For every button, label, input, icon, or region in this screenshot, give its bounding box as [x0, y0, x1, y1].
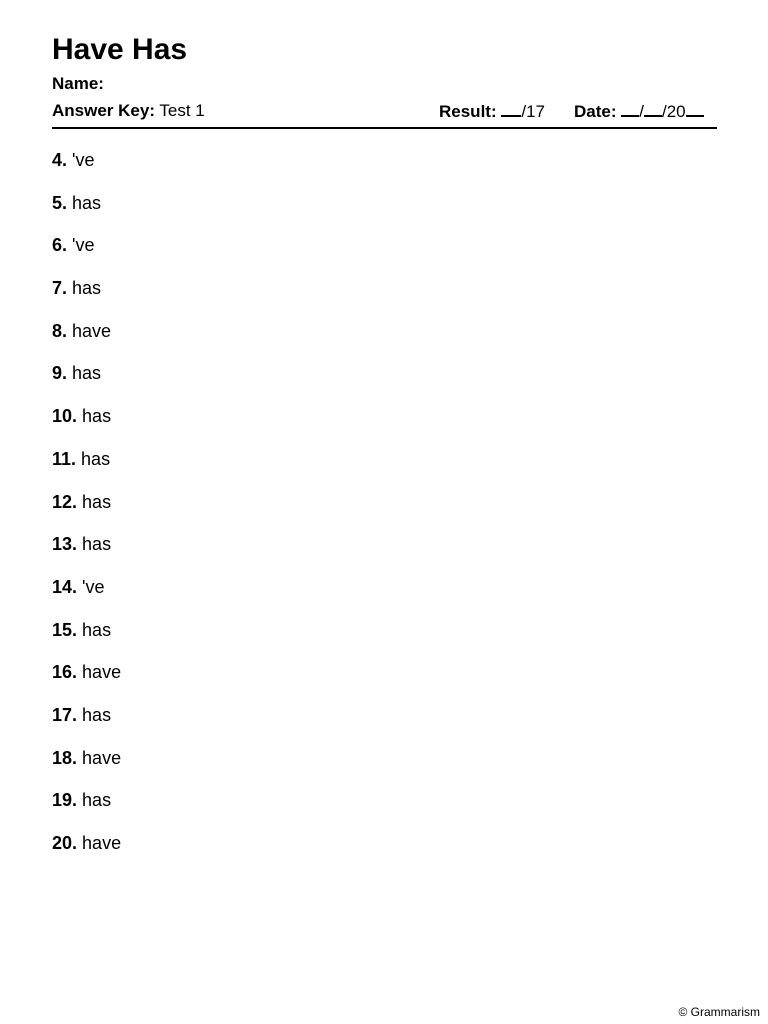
page-title: Have Has	[52, 33, 188, 66]
answer-text: have	[82, 747, 122, 768]
answer-number: 16.	[52, 662, 78, 683]
answer-text: has	[82, 790, 112, 811]
answer-key-label: Answer Key:	[52, 101, 155, 120]
answer-text: has	[81, 448, 111, 469]
answer-key-row	[52, 100, 205, 122]
date-year-prefix: /20	[661, 102, 686, 121]
answer-text: has	[82, 491, 112, 512]
answer-item	[52, 191, 121, 234]
answer-item	[52, 831, 121, 874]
answer-item	[52, 447, 121, 490]
answer-text: 've	[82, 576, 105, 597]
answer-number: 7.	[52, 278, 68, 299]
answer-item	[52, 404, 121, 447]
date-label: Date:	[574, 102, 617, 121]
test-name: Test 1	[159, 101, 205, 120]
answer-text: have	[72, 320, 112, 341]
header-divider	[52, 127, 717, 129]
answer-item	[52, 746, 121, 789]
answer-text: have	[82, 662, 122, 683]
answer-number: 4.	[52, 150, 68, 170]
answer-number: 14.	[52, 576, 78, 597]
answer-item	[52, 618, 121, 661]
answer-text: have	[82, 833, 122, 853]
date-month-blank	[644, 100, 662, 117]
answer-text: 've	[72, 150, 95, 170]
answer-item	[52, 703, 121, 746]
answer-text: has	[72, 192, 102, 213]
answer-item	[52, 660, 121, 703]
date-day-blank	[621, 100, 639, 117]
answer-item	[52, 490, 121, 533]
answer-list	[52, 148, 121, 874]
answer-number: 19.	[52, 790, 78, 811]
answer-number: 15.	[52, 619, 78, 640]
answer-number: 8.	[52, 320, 68, 341]
answer-item	[52, 319, 121, 362]
answer-item	[52, 276, 121, 319]
result-score-blank	[501, 100, 521, 117]
name-label: Name:	[52, 74, 104, 93]
answer-number: 5.	[52, 192, 68, 213]
answer-number: 13.	[52, 534, 78, 555]
answer-text: has	[82, 534, 112, 555]
result-label: Result:	[439, 102, 497, 121]
copyright-credit: © Grammarism	[678, 1005, 760, 1019]
answer-item	[52, 532, 121, 575]
answer-number: 11.	[52, 448, 77, 469]
answer-number: 20.	[52, 833, 78, 853]
date-field	[574, 100, 704, 123]
answer-text: 've	[72, 235, 95, 256]
date-year-blank	[686, 100, 704, 117]
answer-text: has	[82, 619, 112, 640]
answer-item	[52, 233, 121, 276]
answer-number: 12.	[52, 491, 78, 512]
answer-text: has	[72, 278, 102, 299]
result-field	[439, 100, 545, 123]
answer-item	[52, 148, 121, 191]
answer-item	[52, 575, 121, 618]
answer-number: 18.	[52, 747, 78, 768]
answer-text: has	[72, 363, 102, 384]
answer-number: 6.	[52, 235, 68, 256]
answer-text: has	[82, 704, 112, 725]
answer-item	[52, 361, 121, 404]
answer-number: 17.	[52, 704, 78, 725]
answer-number: 10.	[52, 406, 78, 427]
date-separator: /	[639, 102, 644, 121]
result-total: /17	[521, 102, 545, 121]
answer-text: has	[82, 406, 112, 427]
answer-item	[52, 788, 121, 831]
answer-number: 9.	[52, 363, 68, 384]
